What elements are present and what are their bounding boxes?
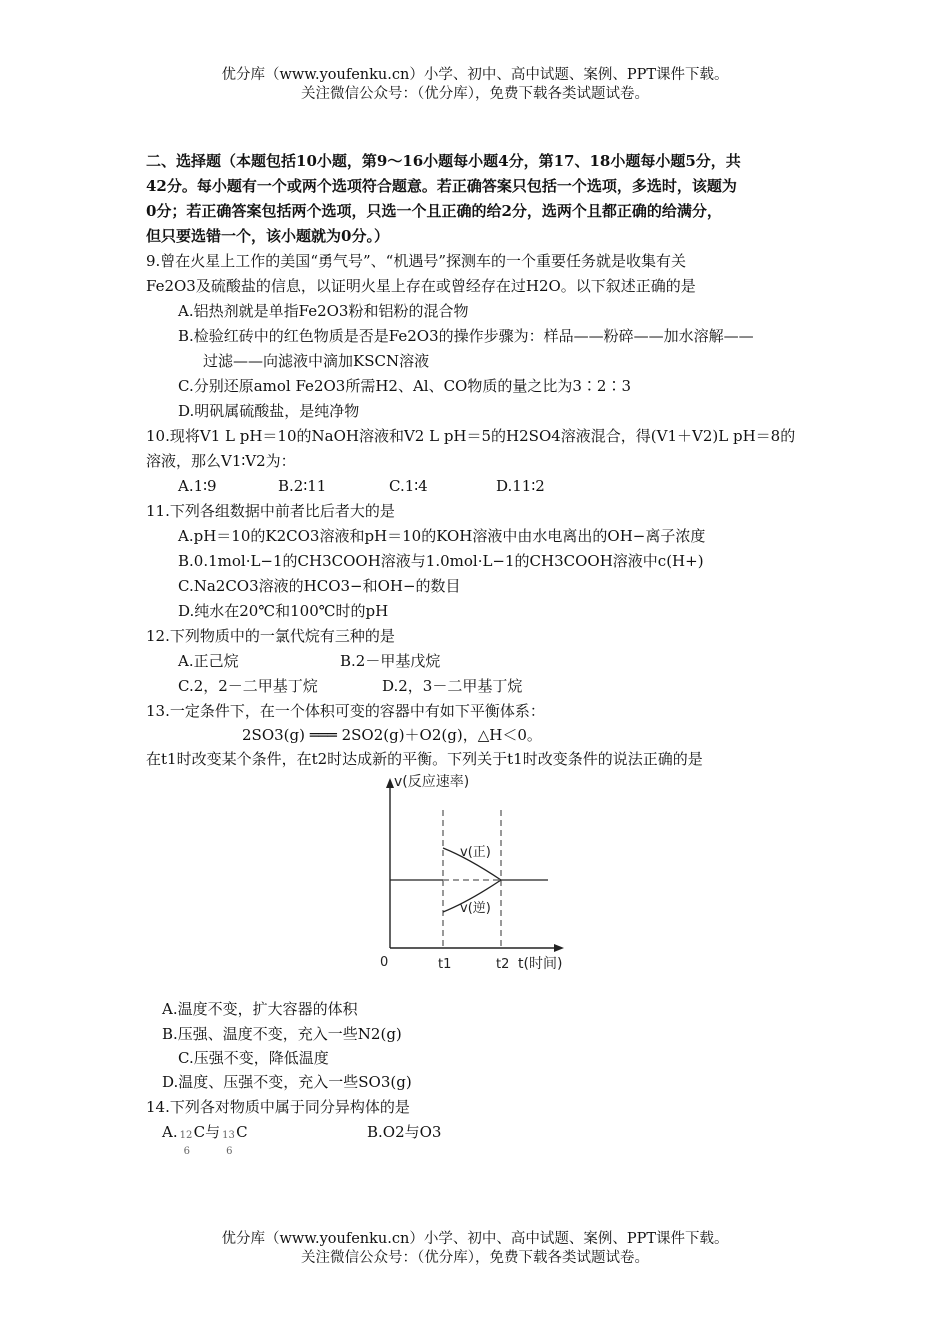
q14-option-b: B.O2与O3 xyxy=(367,1123,442,1141)
q9-fe2o3: Fe2O3 xyxy=(146,277,196,295)
q9-stem-1: 9.曾在火星上工作的美国“勇气号”、“机遇号”探测车的一个重要任务就是收集有关 xyxy=(146,252,686,270)
y-axis-label: v(反应速率) xyxy=(394,774,470,790)
q13-option-d: D.温度、压强不变，充入一些SO3(g) xyxy=(162,1073,412,1091)
q12-options-ab xyxy=(178,650,440,672)
q9-stem-end: 。以下叙述正确的是 xyxy=(560,277,696,295)
rate-time-graph xyxy=(368,770,578,975)
q12-option-c: C.2，2－二甲基丁烷 xyxy=(178,677,318,695)
q10-option-d: D.11∶2 xyxy=(496,477,545,495)
carbon-12-isotope xyxy=(178,1121,194,1157)
q12-option-b: B.2－甲基戊烷 xyxy=(340,652,441,670)
footer-line-2: 关注微信公众号：（优分库），免费下载各类试题试卷。 xyxy=(301,1250,649,1266)
q11-option-b: B.0.1mol·L−1的CH3COOH溶液与1.0mol·L−1的CH3COOH溶液中c(H+) xyxy=(178,552,704,570)
q9-option-d: D.明矾属硫酸盐，是纯净物 xyxy=(178,402,360,420)
x-axis-arrow xyxy=(554,944,564,952)
q14-option-a xyxy=(162,1121,367,1157)
q14-a-prefix: A. xyxy=(162,1123,178,1141)
q10-options xyxy=(178,475,545,497)
q11-option-a: A.pH＝10的K2CO3溶液和pH＝10的KOH溶液中由水电离出的OH−离子浓度 xyxy=(178,527,706,545)
origin-label: 0 xyxy=(380,955,389,970)
q13-option-c: C.压强不变，降低温度 xyxy=(178,1049,329,1067)
c13-mass-number: 13 xyxy=(222,1130,235,1141)
x-axis-label: t(时间) xyxy=(518,956,563,972)
q13-equation: 2SO3(g) ═══ 2SO2(g)＋O2(g)，△H＜0。 xyxy=(242,726,542,744)
page-footer xyxy=(0,1230,950,1268)
c12-mass-number: 12 xyxy=(179,1130,193,1141)
forward-rate-label: v(正) xyxy=(460,845,491,860)
q9-option-b-1: B.检验红砖中的红色物质是否是Fe2O3的操作步骤为：样品——粉碎——加水溶解—— xyxy=(178,327,754,345)
c12-atomic-number: 6 xyxy=(183,1146,190,1157)
page-header xyxy=(0,66,950,104)
q13-option-a: A.温度不变，扩大容器的体积 xyxy=(162,1000,358,1018)
q14-a-symbol-2: C xyxy=(236,1123,248,1141)
q14-stem: 14.下列各对物质中属于同分异构体的是 xyxy=(146,1098,410,1116)
q14-options xyxy=(162,1121,442,1157)
section-instruction-2: 42分。每小题有一个或两个选项符合题意。若正确答案只包括一个选项，多选时，该题为 xyxy=(146,177,737,195)
t2-tick-label: t2 xyxy=(496,957,510,972)
q12-option-a: A.正己烷 xyxy=(178,652,239,670)
q10-stem-2: 溶液，那么V1∶V2为： xyxy=(146,452,296,470)
q9-option-b-2: 过滤——向滤液中滴加KSCN溶液 xyxy=(203,352,430,370)
q13-stem-2: 在t1时改变某个条件，在t2时达成新的平衡。下列关于t1时改变条件的说法正确的是 xyxy=(146,750,703,768)
q10-option-a: A.1∶9 xyxy=(178,477,217,495)
q9-stem-mid: 及硫酸盐的信息，以证明火星上存在或曾经存在过 xyxy=(195,277,526,295)
footer-line-1: 优分库（www.youfenku.cn）小学、初中、高中试题、案例、PPT课件下载。 xyxy=(221,1231,729,1247)
q11-stem: 11.下列各组数据中前者比后者大的是 xyxy=(146,502,395,520)
section-instruction-3: 0分；若正确答案包括两个选项，只选一个且正确的给2分，选两个且都正确的给满分， xyxy=(146,202,722,220)
section-instruction-4: 但只要选错一个，该小题就为0分。） xyxy=(146,227,389,245)
t1-tick-label: t1 xyxy=(438,957,452,972)
q14-a-symbol-1: C与 xyxy=(193,1123,221,1141)
q9-h2o: H2O xyxy=(525,277,561,295)
section-instruction-1: 二、选择题（本题包括10小题，第9～16小题每小题4分，第17、18小题每小题5分，共 xyxy=(146,152,741,170)
q13-option-b: B.压强、温度不变，充入一些N2(g) xyxy=(162,1025,402,1043)
q9-stem-2 xyxy=(146,275,696,297)
carbon-13-isotope xyxy=(220,1121,236,1157)
header-line-2: 关注微信公众号：（优分库），免费下载各类试题试卷。 xyxy=(301,86,649,102)
q10-option-c: C.1∶4 xyxy=(389,477,428,495)
y-axis-arrow xyxy=(386,778,394,788)
q11-option-d: D.纯水在20℃和100℃时的pH xyxy=(178,602,389,620)
q12-option-d: D.2，3－二甲基丁烷 xyxy=(382,677,523,695)
q9-option-a: A.铝热剂就是单指Fe2O3粉和铝粉的混合物 xyxy=(178,302,469,320)
q13-stem: 13.一定条件下，在一个体积可变的容器中有如下平衡体系： xyxy=(146,702,545,720)
q12-stem: 12.下列物质中的一氯代烷有三种的是 xyxy=(146,627,395,645)
c13-atomic-number: 6 xyxy=(226,1146,233,1157)
q11-option-c: C.Na2CO3溶液的HCO3−和OH−的数目 xyxy=(178,577,461,595)
header-line-1: 优分库（www.youfenku.cn）小学、初中、高中试题、案例、PPT课件下载。 xyxy=(221,67,729,83)
q10-stem-1: 10.现将V1 L pH＝10的NaOH溶液和V2 L pH＝5的H2SO4溶液混合，得(V1＋V2)L pH＝8的 xyxy=(146,427,796,445)
q9-option-c: C.分别还原amol Fe2O3所需H2、Al、CO物质的量之比为3∶2∶3 xyxy=(178,377,631,395)
reverse-rate-label: v(逆) xyxy=(460,901,491,916)
q12-options-cd xyxy=(178,675,522,697)
q10-option-b: B.2∶11 xyxy=(278,477,327,495)
